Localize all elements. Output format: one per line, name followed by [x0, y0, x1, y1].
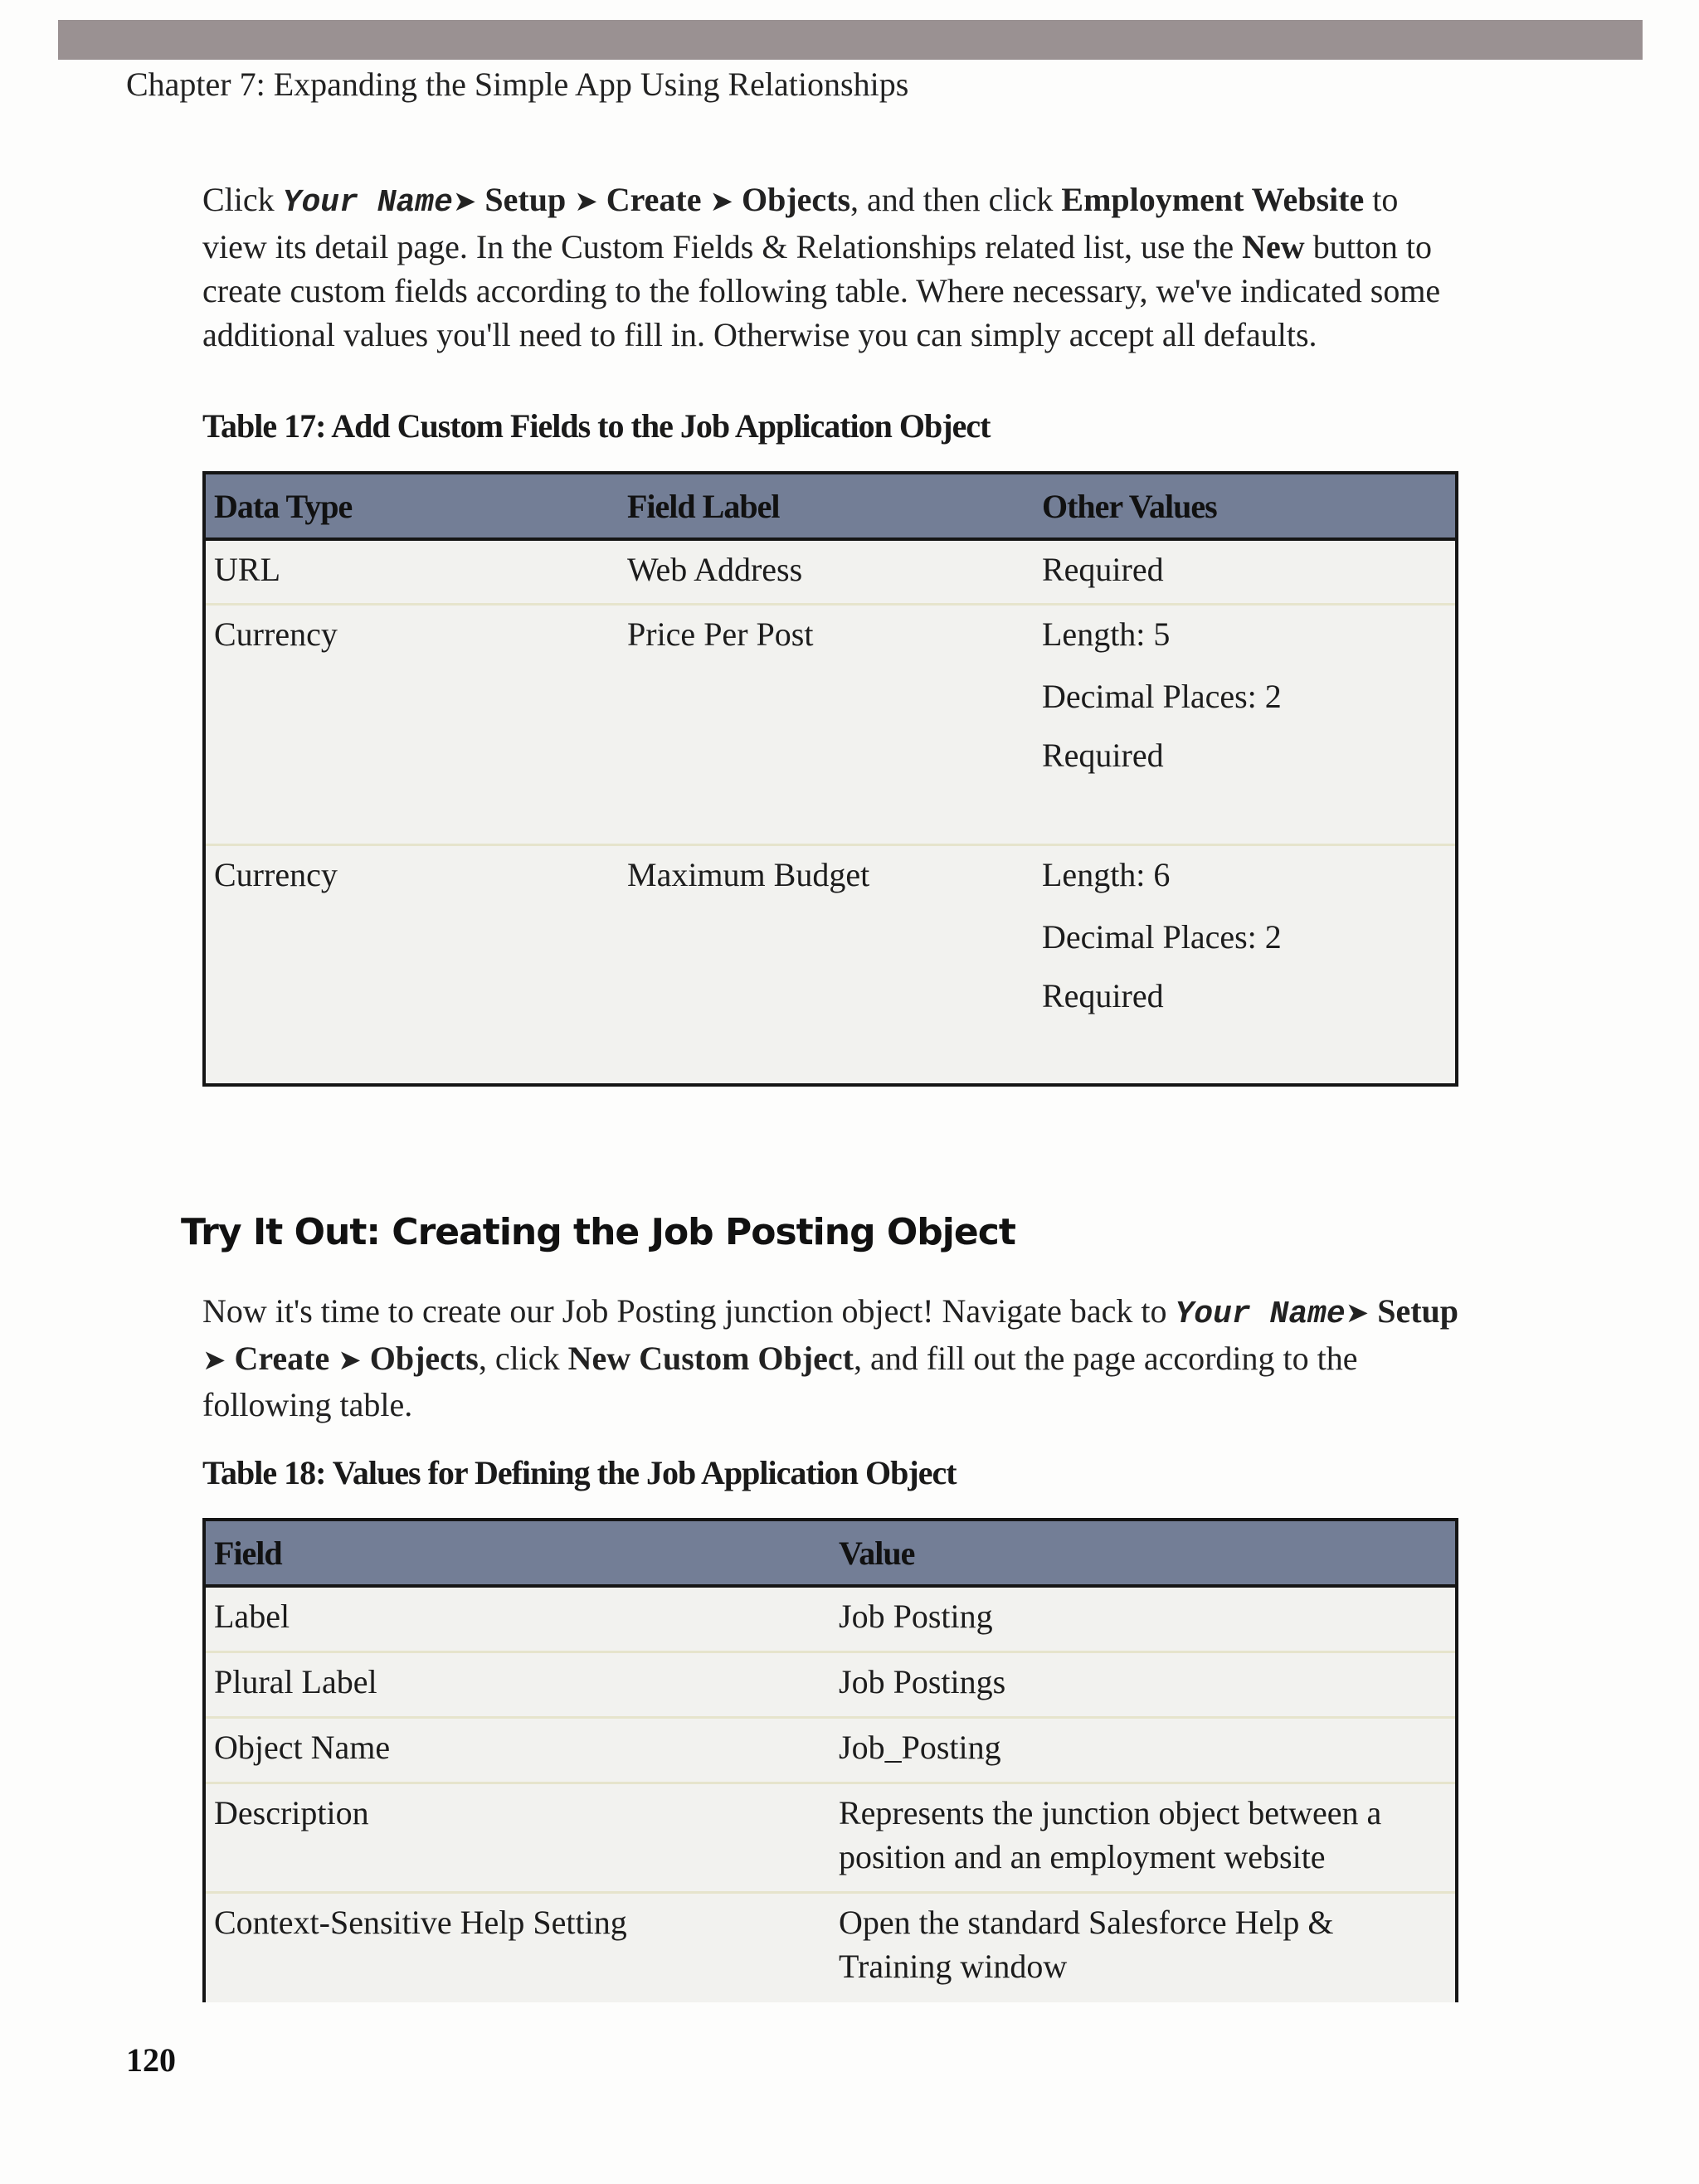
table-row — [204, 1586, 1457, 1651]
table17 — [202, 471, 1458, 1087]
arrow-icon: ➤ — [1345, 1296, 1370, 1330]
section-text-3: , and fill out the page according to the following table. — [202, 1340, 1358, 1423]
table-cell: Label — [204, 1586, 830, 1651]
table18-header-value: Value — [830, 1520, 1457, 1586]
employment-website-text: Employment Website — [1061, 181, 1365, 218]
table-cell: Job Posting — [830, 1586, 1457, 1651]
table-row — [204, 1892, 1457, 2008]
arrow-icon: ➤ — [574, 185, 598, 218]
table-cell: URL — [204, 539, 619, 604]
objects-text: Objects — [741, 181, 851, 218]
section-text-2: , click — [478, 1340, 560, 1377]
table-row — [204, 1717, 1457, 1783]
top-bar — [58, 20, 1643, 60]
section-heading: Try It Out: Creating the Job Posting Object — [181, 1211, 1015, 1253]
table-row — [204, 604, 1457, 844]
table-cell: Description — [204, 1783, 830, 1892]
table-cell: Price Per Post — [619, 604, 1034, 844]
cell-line: Length: 6 — [1042, 855, 1171, 893]
arrow-icon: ➤ — [452, 185, 477, 218]
table-cell: Job_Posting — [830, 1717, 1457, 1783]
table-cell: Object Name — [204, 1717, 830, 1783]
page-cut-mask — [197, 2002, 1467, 2052]
table17-header-field-label: Field Label — [619, 473, 1034, 539]
table17-header-data-type: Data Type — [204, 473, 619, 539]
table-cell — [1034, 844, 1457, 1085]
table17-caption: Table 17: Add Custom Fields to the Job Application Object — [202, 407, 991, 445]
intro-click-text: Click — [202, 181, 275, 218]
cell-line: Decimal Places: 2 — [1042, 677, 1282, 715]
table-cell — [1034, 604, 1457, 844]
setup-text: Setup — [1377, 1292, 1459, 1330]
cell-line: Decimal Places: 2 — [1042, 917, 1282, 956]
table-cell — [1034, 539, 1457, 604]
intro-rest-2: button to create custom fields according to the following table. Where necessary, we've indicated some additional values you'll need to fill in. Otherwise you can simply accept all defaults. — [202, 228, 1441, 353]
new-custom-object-text: New Custom Object — [567, 1340, 854, 1377]
table17-header-other-values: Other Values — [1034, 473, 1457, 539]
table-cell: Currency — [214, 855, 338, 893]
table18 — [202, 1518, 1458, 2008]
table-cell: Job Postings — [830, 1651, 1457, 1717]
setup-text: Setup — [484, 181, 567, 218]
cell-line: Required — [1042, 976, 1164, 1014]
table-cell: Web Address — [619, 539, 1034, 604]
table-cell: Plural Label — [204, 1651, 830, 1717]
table17-header-row — [204, 473, 1457, 539]
table-cell: Currency — [204, 604, 619, 844]
intro-paragraph — [202, 178, 1463, 357]
table-row — [204, 1651, 1457, 1717]
intro-rest-1: to view its detail page. In the Custom Fields & Relationships related list, use the — [202, 181, 1399, 265]
page-number: 120 — [126, 2041, 176, 2079]
table-cell: Open the standard Salesforce Help & Training window — [839, 1903, 1334, 1985]
table-row — [204, 844, 1457, 1085]
intro-and-then-click: , and then click — [850, 181, 1054, 218]
table-row — [204, 1783, 1457, 1892]
table-cell: Represents the junction object between a position and an employment website — [830, 1783, 1457, 1892]
create-text: Create — [234, 1340, 330, 1377]
table-cell: Context-Sensitive Help Setting — [214, 1903, 627, 1941]
your-name-text: Your Name — [282, 185, 453, 221]
section-paragraph — [202, 1289, 1463, 1427]
your-name-text: Your Name — [1175, 1296, 1346, 1332]
cell-line: Required — [1042, 736, 1164, 774]
table-cell: Maximum Budget — [627, 855, 870, 893]
table-row — [204, 539, 1457, 604]
arrow-icon: ➤ — [338, 1344, 362, 1377]
table18-caption: Table 18: Values for Defining the Job Application Object — [202, 1454, 957, 1491]
chapter-header: Chapter 7: Expanding the Simple App Using Relationships — [126, 66, 909, 103]
cell-line: Required — [1042, 551, 1164, 588]
table18-header-field: Field — [204, 1520, 830, 1586]
objects-text: Objects — [369, 1340, 479, 1377]
table18-header-row — [204, 1520, 1457, 1586]
arrow-icon: ➤ — [709, 185, 733, 218]
create-text: Create — [606, 181, 702, 218]
new-button-text: New — [1242, 228, 1305, 265]
cell-line: Length: 5 — [1042, 615, 1171, 653]
section-text-1: Now it's time to create our Job Posting junction object! Navigate back to — [202, 1292, 1167, 1330]
arrow-icon: ➤ — [202, 1344, 226, 1377]
